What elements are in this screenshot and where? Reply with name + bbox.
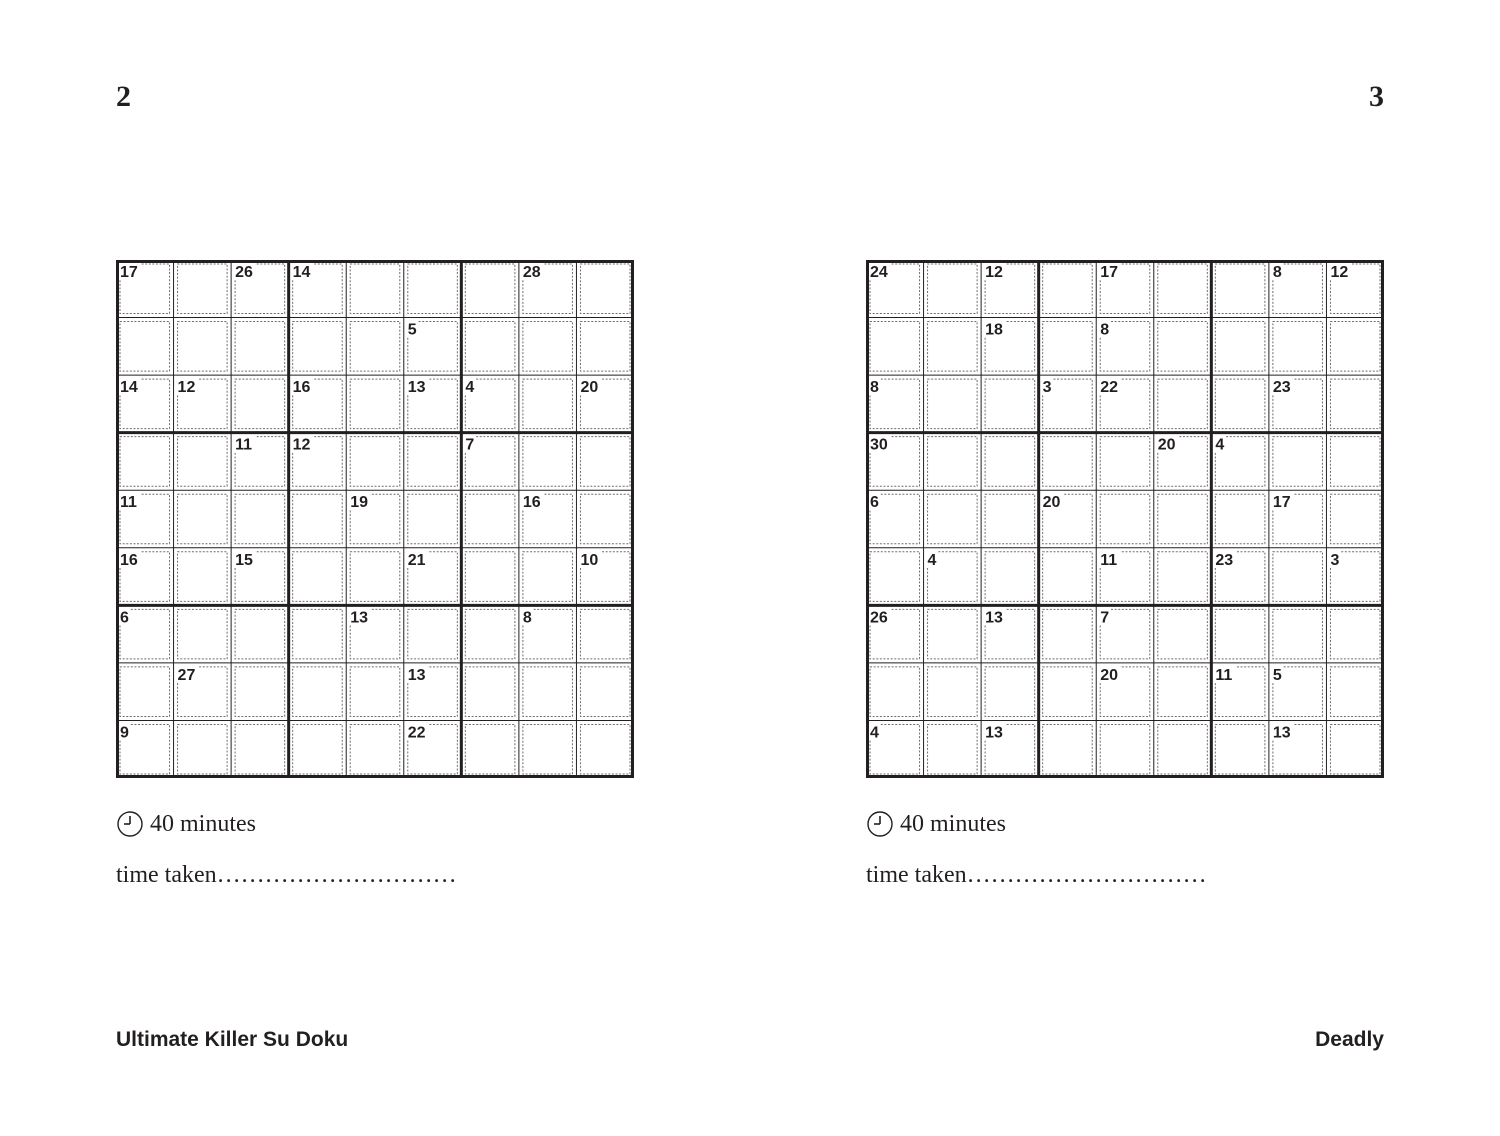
sudoku-cell[interactable] bbox=[461, 548, 519, 606]
sudoku-cell[interactable] bbox=[1211, 605, 1269, 663]
cage-sum-label: 14 bbox=[120, 379, 138, 397]
cage-sum-label: 22 bbox=[1100, 379, 1119, 397]
sudoku-svg bbox=[116, 260, 634, 778]
cage-sum-label: 28 bbox=[522, 264, 541, 281]
sudoku-cell[interactable] bbox=[1039, 548, 1097, 606]
cage-sum-label: 13 bbox=[1272, 724, 1291, 742]
sudoku-cell[interactable] bbox=[461, 260, 519, 318]
time-limit-label: 40 minutes bbox=[150, 810, 256, 837]
sudoku-cell[interactable] bbox=[924, 260, 982, 318]
difficulty-footer: Deadly bbox=[1315, 1028, 1384, 1051]
sudoku-cell[interactable] bbox=[981, 548, 1039, 606]
sudoku-cell[interactable] bbox=[116, 433, 174, 491]
sudoku-cell[interactable] bbox=[576, 260, 634, 318]
cage-sum-label: 16 bbox=[120, 551, 138, 569]
sudoku-cell[interactable] bbox=[346, 260, 404, 318]
cage-sum-label: 13 bbox=[350, 609, 369, 627]
clock-icon bbox=[866, 810, 894, 838]
sudoku-cell[interactable] bbox=[461, 318, 519, 376]
cage-sum-label: 20 bbox=[1042, 494, 1061, 512]
sudoku-cell[interactable] bbox=[174, 605, 232, 663]
time-taken-field-left[interactable]: time taken………………………… bbox=[116, 862, 457, 888]
sudoku-cell[interactable] bbox=[1154, 375, 1212, 433]
sudoku-cell[interactable] bbox=[231, 663, 289, 721]
cage-sum-label: 23 bbox=[1272, 379, 1291, 397]
cage-sum-label: 6 bbox=[120, 609, 129, 627]
cage-sum-label: 8 bbox=[1100, 321, 1110, 339]
cage-sum-label: 22 bbox=[407, 724, 426, 742]
sudoku-cell[interactable] bbox=[1326, 375, 1384, 433]
cage-sum-label: 13 bbox=[985, 609, 1003, 627]
sudoku-cell[interactable] bbox=[1326, 318, 1384, 376]
cage-sum-label: 30 bbox=[870, 436, 888, 454]
sudoku-cell[interactable] bbox=[1154, 663, 1212, 721]
cage-sum-label: 3 bbox=[1042, 379, 1052, 397]
sudoku-cell[interactable] bbox=[116, 663, 174, 721]
time-limit-right bbox=[866, 810, 1006, 838]
sudoku-cell[interactable] bbox=[116, 318, 174, 376]
cage-sum-label: 17 bbox=[1272, 494, 1291, 512]
sudoku-cell[interactable] bbox=[924, 663, 982, 721]
sudoku-cell[interactable] bbox=[1326, 663, 1384, 721]
page-number-left: 2 bbox=[116, 80, 131, 113]
cage-sum-label: 10 bbox=[580, 551, 599, 569]
cage-sum-label: 12 bbox=[292, 436, 311, 454]
cage-sum-label: 20 bbox=[1157, 436, 1176, 454]
cage-sum-label: 11 bbox=[1215, 666, 1233, 684]
cage-sum-label: 26 bbox=[870, 609, 888, 627]
sudoku-cell[interactable] bbox=[1154, 260, 1212, 318]
book-title-footer: Ultimate Killer Su Doku bbox=[116, 1028, 349, 1051]
cage-sum-label: 7 bbox=[465, 436, 475, 454]
sudoku-cell[interactable] bbox=[1211, 260, 1269, 318]
time-limit-left bbox=[116, 810, 256, 838]
cage-sum-label: 5 bbox=[407, 321, 417, 339]
sudoku-cell[interactable] bbox=[289, 605, 347, 663]
sudoku-cell[interactable] bbox=[1211, 375, 1269, 433]
sudoku-cell[interactable] bbox=[1211, 318, 1269, 376]
sudoku-cell[interactable] bbox=[346, 375, 404, 433]
sudoku-cell[interactable] bbox=[924, 433, 982, 491]
sudoku-cell[interactable] bbox=[924, 605, 982, 663]
cage-sum-label: 4 bbox=[465, 379, 475, 397]
sudoku-cell[interactable] bbox=[924, 490, 982, 548]
killer-sudoku-grid-right[interactable] bbox=[866, 260, 1384, 778]
sudoku-cell[interactable] bbox=[1096, 720, 1154, 778]
cage-sum-label: 11 bbox=[235, 436, 253, 454]
sudoku-cell[interactable] bbox=[924, 720, 982, 778]
sudoku-cell[interactable] bbox=[1039, 433, 1097, 491]
sudoku-cell[interactable] bbox=[231, 318, 289, 376]
cage-sum-label: 3 bbox=[1330, 551, 1340, 569]
cage-sum-label: 17 bbox=[120, 264, 138, 281]
sudoku-cell[interactable] bbox=[519, 548, 577, 606]
sudoku-cell[interactable] bbox=[1269, 318, 1327, 376]
sudoku-cell[interactable] bbox=[231, 605, 289, 663]
sudoku-cell[interactable] bbox=[289, 548, 347, 606]
cage-sum-label: 5 bbox=[1272, 666, 1282, 684]
sudoku-cell[interactable] bbox=[289, 490, 347, 548]
cage-sum-label: 4 bbox=[1215, 436, 1225, 454]
sudoku-cell[interactable] bbox=[924, 318, 982, 376]
killer-sudoku-grid-left[interactable] bbox=[116, 260, 634, 778]
sudoku-cell[interactable] bbox=[519, 318, 577, 376]
cage-sum-label: 20 bbox=[580, 379, 599, 397]
sudoku-cell[interactable] bbox=[461, 490, 519, 548]
sudoku-cell[interactable] bbox=[1154, 720, 1212, 778]
sudoku-cell[interactable] bbox=[576, 433, 634, 491]
cage-sum-label: 12 bbox=[177, 379, 196, 397]
sudoku-cell[interactable] bbox=[231, 720, 289, 778]
cage-sum-label: 19 bbox=[350, 494, 369, 512]
sudoku-cell[interactable] bbox=[981, 375, 1039, 433]
sudoku-cell[interactable] bbox=[174, 433, 232, 491]
cage-sum-label: 4 bbox=[870, 724, 879, 742]
cage-sum-label: 20 bbox=[1100, 666, 1119, 684]
sudoku-cell[interactable] bbox=[461, 605, 519, 663]
sudoku-cell[interactable] bbox=[576, 720, 634, 778]
clock-icon bbox=[116, 810, 144, 838]
sudoku-cell[interactable] bbox=[519, 720, 577, 778]
sudoku-cell[interactable] bbox=[1154, 318, 1212, 376]
sudoku-cell[interactable] bbox=[404, 260, 462, 318]
sudoku-cell[interactable] bbox=[866, 318, 924, 376]
sudoku-cell[interactable] bbox=[1269, 433, 1327, 491]
sudoku-cell[interactable] bbox=[346, 433, 404, 491]
cage-sum-label: 21 bbox=[407, 551, 426, 569]
sudoku-cell[interactable] bbox=[174, 260, 232, 318]
sudoku-cell[interactable] bbox=[346, 720, 404, 778]
sudoku-cell[interactable] bbox=[231, 490, 289, 548]
sudoku-cell[interactable] bbox=[1039, 663, 1097, 721]
cage-sum-label: 24 bbox=[870, 264, 888, 281]
sudoku-cell[interactable] bbox=[404, 490, 462, 548]
sudoku-cell[interactable] bbox=[576, 318, 634, 376]
sudoku-cell[interactable] bbox=[289, 318, 347, 376]
sudoku-cell[interactable] bbox=[1211, 720, 1269, 778]
sudoku-cell[interactable] bbox=[346, 663, 404, 721]
cage-sum-label: 14 bbox=[292, 264, 311, 281]
sudoku-cell[interactable] bbox=[576, 490, 634, 548]
sudoku-cell[interactable] bbox=[981, 663, 1039, 721]
cage-sum-label: 8 bbox=[1272, 264, 1282, 281]
sudoku-cell[interactable] bbox=[289, 720, 347, 778]
sudoku-cell[interactable] bbox=[231, 375, 289, 433]
cage-sum-label: 15 bbox=[235, 551, 253, 569]
sudoku-cell[interactable] bbox=[519, 375, 577, 433]
sudoku-cell[interactable] bbox=[346, 318, 404, 376]
cage-sum-label: 13 bbox=[985, 724, 1003, 742]
cage-sum-label: 18 bbox=[985, 321, 1003, 339]
cage-sum-label: 4 bbox=[927, 551, 937, 569]
sudoku-cell[interactable] bbox=[1039, 720, 1097, 778]
cage-sum-label: 12 bbox=[1330, 264, 1349, 281]
sudoku-cell[interactable] bbox=[174, 720, 232, 778]
sudoku-cell[interactable] bbox=[1039, 605, 1097, 663]
cage-sum-label: 17 bbox=[1100, 264, 1119, 281]
cage-sum-label: 27 bbox=[177, 666, 196, 684]
sudoku-cell[interactable] bbox=[174, 318, 232, 376]
cage-sum-label: 13 bbox=[407, 379, 426, 397]
sudoku-cell[interactable] bbox=[1326, 605, 1384, 663]
sudoku-cell[interactable] bbox=[1039, 318, 1097, 376]
cage-sum-label: 12 bbox=[985, 264, 1003, 281]
sudoku-cell[interactable] bbox=[576, 605, 634, 663]
cage-sum-label: 6 bbox=[870, 494, 879, 512]
sudoku-cell[interactable] bbox=[866, 663, 924, 721]
time-limit-label: 40 minutes bbox=[900, 810, 1006, 837]
cage-sum-label: 11 bbox=[1100, 551, 1118, 569]
sudoku-cell[interactable] bbox=[1154, 490, 1212, 548]
sudoku-cell[interactable] bbox=[1211, 490, 1269, 548]
sudoku-cell[interactable] bbox=[981, 433, 1039, 491]
cage-sum-label: 26 bbox=[235, 264, 253, 281]
sudoku-cell[interactable] bbox=[519, 433, 577, 491]
cage-sum-label: 11 bbox=[120, 494, 137, 512]
sudoku-cell[interactable] bbox=[461, 720, 519, 778]
sudoku-cell[interactable] bbox=[576, 663, 634, 721]
sudoku-cell[interactable] bbox=[404, 433, 462, 491]
sudoku-cell[interactable] bbox=[1039, 260, 1097, 318]
sudoku-cell[interactable] bbox=[1096, 490, 1154, 548]
cage-sum-label: 16 bbox=[292, 379, 311, 397]
cage-sum-label: 8 bbox=[522, 609, 532, 627]
sudoku-cell[interactable] bbox=[1326, 720, 1384, 778]
sudoku-cell[interactable] bbox=[1096, 433, 1154, 491]
cage-sum-label: 23 bbox=[1215, 551, 1234, 569]
cage-sum-label: 9 bbox=[120, 724, 129, 742]
cage-sum-label: 16 bbox=[522, 494, 541, 512]
sudoku-svg bbox=[866, 260, 1384, 778]
time-taken-field-right[interactable]: time taken………………………… bbox=[866, 862, 1207, 888]
sudoku-cell[interactable] bbox=[174, 490, 232, 548]
sudoku-cell[interactable] bbox=[346, 548, 404, 606]
cage-sum-label: 8 bbox=[870, 379, 879, 397]
sudoku-cell[interactable] bbox=[1269, 548, 1327, 606]
sudoku-cell[interactable] bbox=[1326, 490, 1384, 548]
sudoku-cell[interactable] bbox=[1326, 433, 1384, 491]
sudoku-cell[interactable] bbox=[461, 663, 519, 721]
sudoku-cell[interactable] bbox=[1154, 605, 1212, 663]
sudoku-cell[interactable] bbox=[981, 490, 1039, 548]
cage-sum-label: 7 bbox=[1100, 609, 1110, 627]
sudoku-cell[interactable] bbox=[404, 605, 462, 663]
cage-sum-label: 13 bbox=[407, 666, 426, 684]
sudoku-cell[interactable] bbox=[924, 375, 982, 433]
sudoku-cell[interactable] bbox=[174, 548, 232, 606]
page-number-right: 3 bbox=[1369, 80, 1384, 113]
sudoku-cell[interactable] bbox=[866, 548, 924, 606]
sudoku-cell[interactable] bbox=[289, 663, 347, 721]
sudoku-cell[interactable] bbox=[519, 663, 577, 721]
sudoku-cell[interactable] bbox=[1154, 548, 1212, 606]
sudoku-cell[interactable] bbox=[1269, 605, 1327, 663]
